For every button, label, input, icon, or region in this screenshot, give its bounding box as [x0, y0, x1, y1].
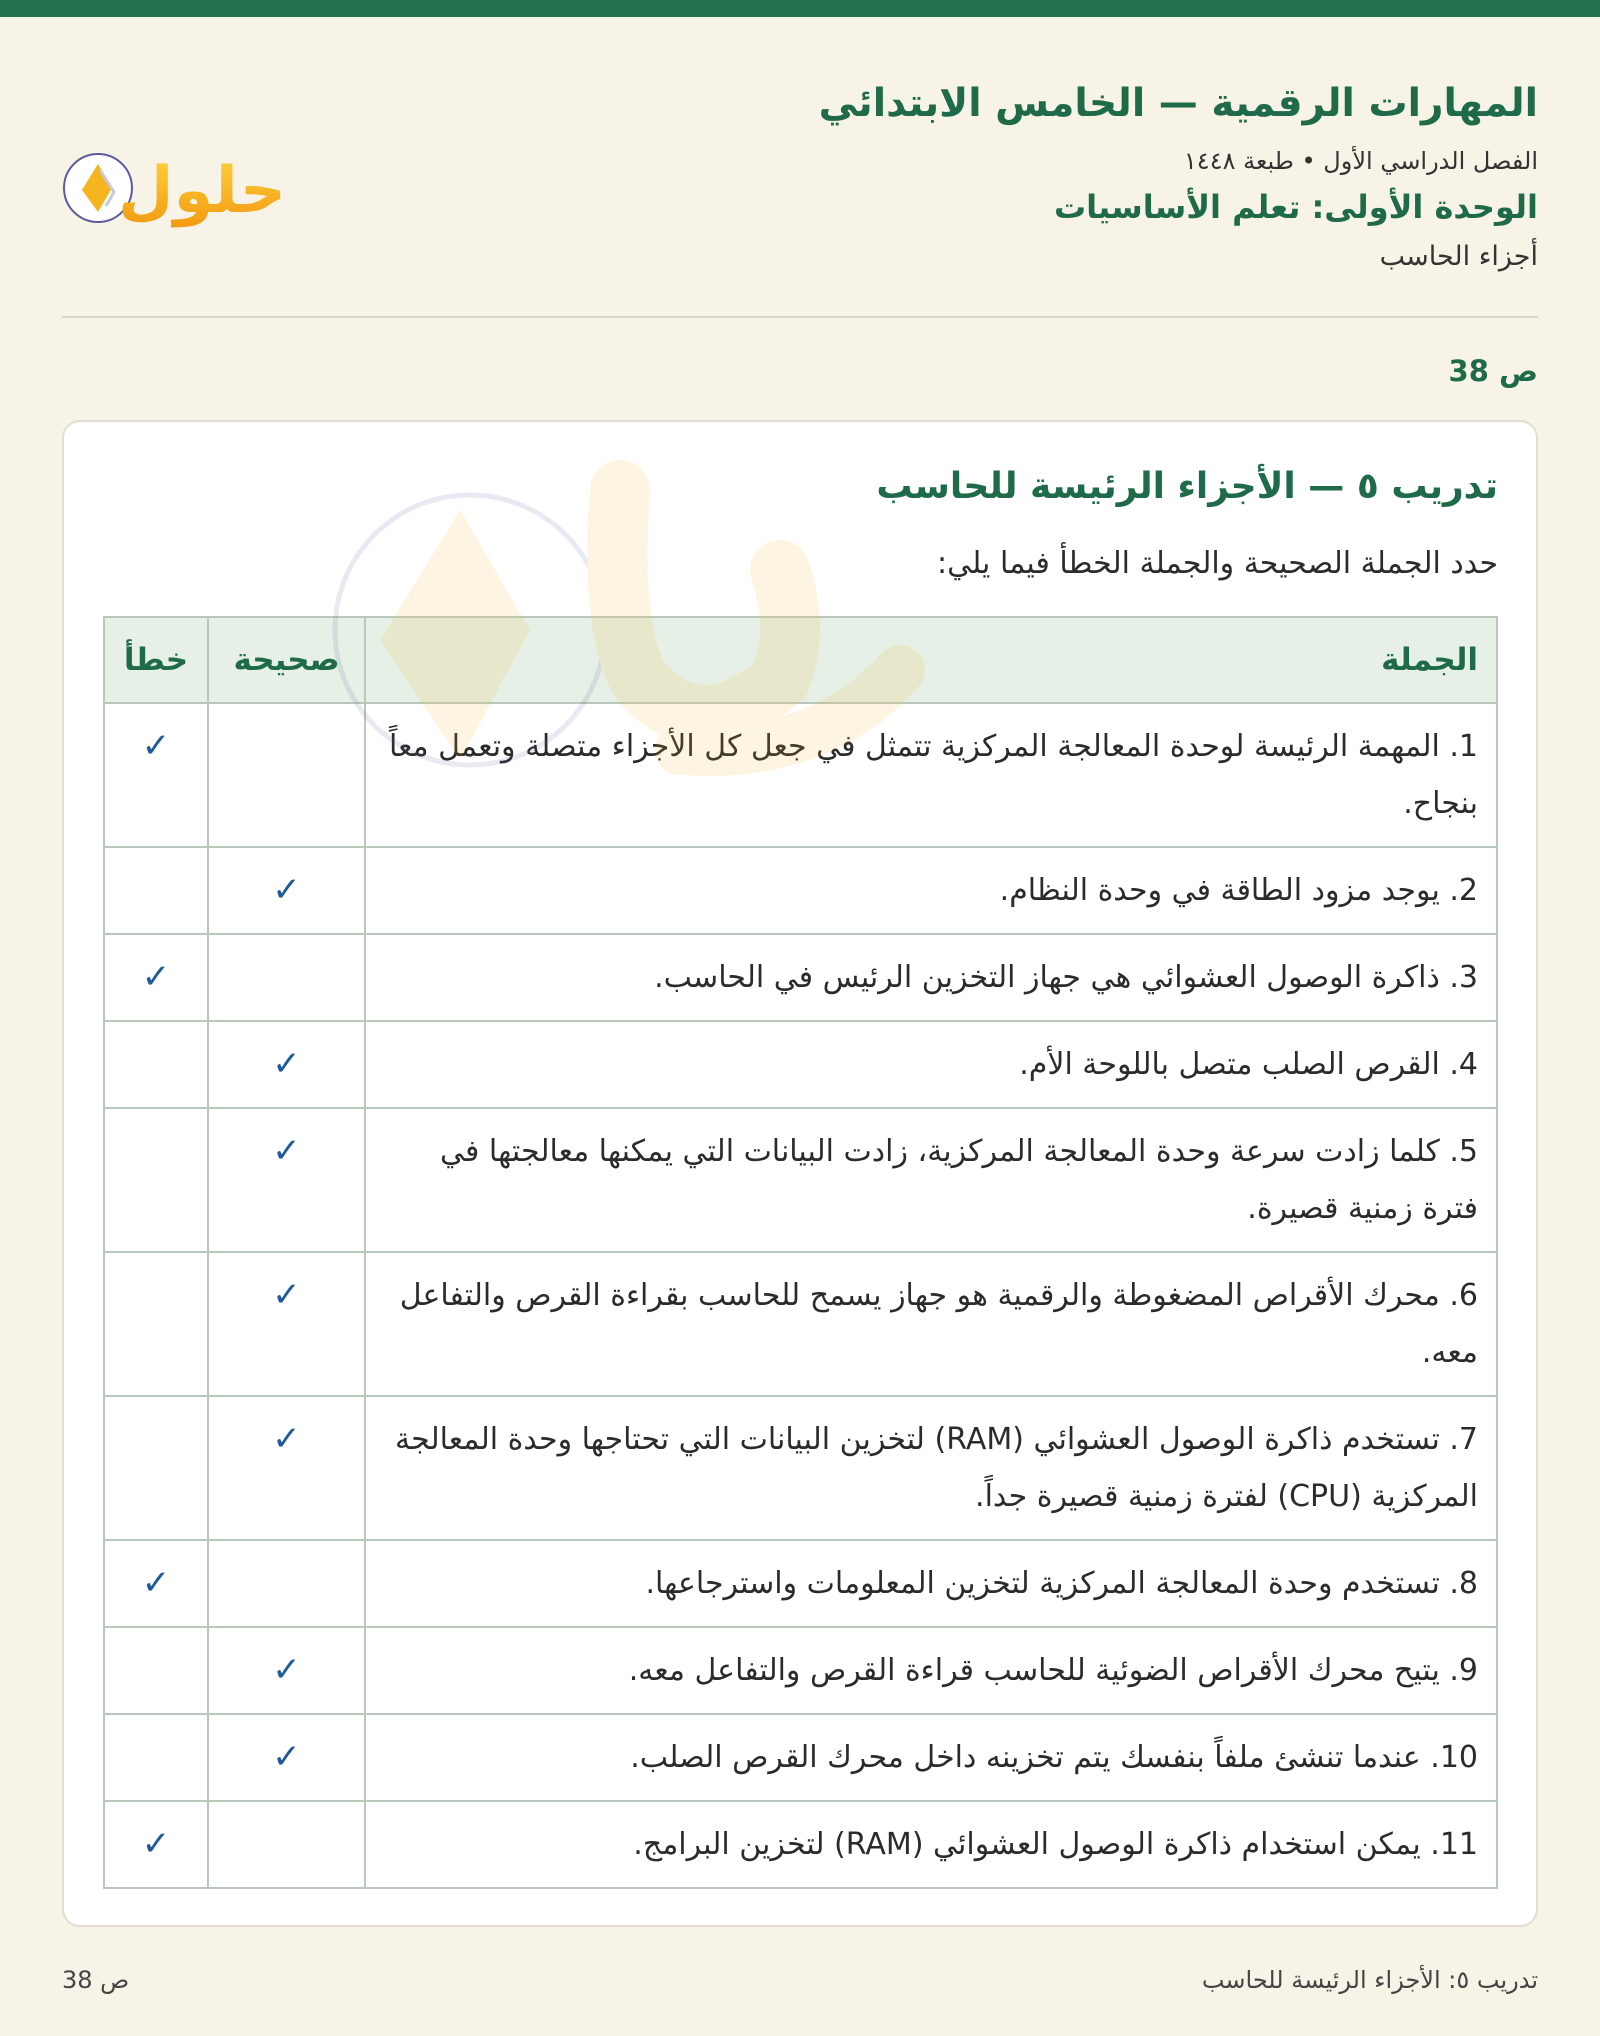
- statement-cell: 10. عندما تنشئ ملفاً بنفسك يتم تخزينه داخل محرك القرص الصلب.: [365, 1714, 1497, 1801]
- wrong-mark-cell[interactable]: [104, 1252, 208, 1396]
- wrong-mark-cell[interactable]: [104, 934, 208, 1021]
- check-icon: ✓: [272, 1650, 301, 1690]
- statement-cell: 11. يمكن استخدام ذاكرة الوصول العشوائي (RAM) لتخزين البرامج.: [365, 1801, 1497, 1888]
- wrong-mark-cell[interactable]: [104, 847, 208, 934]
- svg-text:حلول: حلول: [118, 154, 286, 228]
- check-icon: ✓: [141, 957, 171, 997]
- correct-mark-cell[interactable]: [208, 847, 365, 934]
- wrong-mark-cell[interactable]: [104, 1021, 208, 1108]
- statement-cell: 4. القرص الصلب متصل باللوحة الأم.: [365, 1021, 1497, 1108]
- correct-mark-cell[interactable]: [208, 703, 365, 847]
- wrong-mark-cell[interactable]: [104, 1396, 208, 1540]
- true-false-table: [103, 616, 1498, 1889]
- table-row: [104, 703, 1497, 847]
- check-icon: ✓: [141, 726, 171, 766]
- correct-mark-cell[interactable]: [208, 1108, 365, 1252]
- statement-cell: 5. كلما زادت سرعة وحدة المعالجة المركزية، زادت البيانات التي يمكنها معالجتها في فترة زمنية قصيرة.: [365, 1108, 1497, 1252]
- check-icon: ✓: [141, 1824, 171, 1864]
- page-reference: ص 38: [1448, 354, 1538, 388]
- statement-cell: 6. محرك الأقراص المضغوطة والرقمية هو جهاز يسمح للحاسب بقراءة القرص والتفاعل معه.: [365, 1252, 1497, 1396]
- correct-mark-cell[interactable]: [208, 1540, 365, 1627]
- exercise-title: تدريب ٥ — الأجزاء الرئيسة للحاسب: [876, 466, 1498, 507]
- table-row: [104, 934, 1497, 1021]
- statement-cell: 7. تستخدم ذاكرة الوصول العشوائي (RAM) لتخزين البيانات التي تحتاجها وحدة المعالجة المركزية (CPU) لفترة زمنية قصيرة جداً.: [365, 1396, 1497, 1540]
- column-header-wrong: خطأ: [104, 617, 208, 703]
- statement-cell: 8. تستخدم وحدة المعالجة المركزية لتخزين المعلومات واسترجاعها.: [365, 1540, 1497, 1627]
- correct-mark-cell[interactable]: [208, 1627, 365, 1714]
- wrong-mark-cell[interactable]: [104, 1714, 208, 1801]
- check-icon: ✓: [272, 870, 301, 910]
- check-icon: ✓: [272, 1737, 301, 1777]
- top-accent-bar: [0, 0, 1600, 17]
- table-row: [104, 1801, 1497, 1888]
- table-body: [104, 703, 1497, 1888]
- column-header-statement: الجملة: [365, 617, 1497, 703]
- lesson-title: أجزاء الحاسب: [1379, 241, 1538, 272]
- footer-lesson-label: تدريب ٥: الأجزاء الرئيسة للحاسب: [1201, 1966, 1538, 1994]
- table-row: [104, 1714, 1497, 1801]
- correct-mark-cell[interactable]: [208, 1021, 365, 1108]
- table-row: [104, 1396, 1497, 1540]
- table-row: [104, 1540, 1497, 1627]
- exercise-instruction: حدد الجملة الصحيحة والجملة الخطأ فيما يلي:: [937, 546, 1498, 581]
- table-row: [104, 1021, 1497, 1108]
- statement-cell: 3. ذاكرة الوصول العشوائي هي جهاز التخزين الرئيس في الحاسب.: [365, 934, 1497, 1021]
- column-header-correct: صحيحة: [208, 617, 365, 703]
- wrong-mark-cell[interactable]: [104, 1540, 208, 1627]
- exercise-card: [62, 420, 1538, 1927]
- check-icon: ✓: [272, 1131, 301, 1171]
- correct-mark-cell[interactable]: [208, 1396, 365, 1540]
- table-row: [104, 1108, 1497, 1252]
- book-title: المهارات الرقمية — الخامس الابتدائي: [818, 81, 1538, 126]
- semester-label: الفصل الدراسي الأول • طبعة ١٤٤٨: [1183, 147, 1538, 175]
- table-header-row: [104, 617, 1497, 703]
- wrong-mark-cell[interactable]: [104, 703, 208, 847]
- correct-mark-cell[interactable]: [208, 1714, 365, 1801]
- table-row: [104, 1252, 1497, 1396]
- statement-cell: 2. يوجد مزود الطاقة في وحدة النظام.: [365, 847, 1497, 934]
- page-header: [62, 80, 1538, 320]
- wrong-mark-cell[interactable]: [104, 1108, 208, 1252]
- table-row: [104, 1627, 1497, 1714]
- check-icon: ✓: [272, 1419, 301, 1459]
- statement-cell: 1. المهمة الرئيسة لوحدة المعالجة المركزية تتمثل في جعل كل الأجزاء متصلة وتعمل معاً بنجاح.: [365, 703, 1497, 847]
- check-icon: ✓: [272, 1044, 301, 1084]
- correct-mark-cell[interactable]: [208, 1252, 365, 1396]
- wrong-mark-cell[interactable]: [104, 1627, 208, 1714]
- check-icon: ✓: [141, 1563, 171, 1603]
- header-divider: [62, 316, 1538, 318]
- unit-title: الوحدة الأولى: تعلم الأساسيات: [1054, 188, 1538, 226]
- check-icon: ✓: [272, 1275, 301, 1315]
- correct-mark-cell[interactable]: [208, 1801, 365, 1888]
- hulul-logo: [62, 130, 292, 240]
- header-text: [638, 80, 1538, 274]
- correct-mark-cell[interactable]: [208, 934, 365, 1021]
- footer-page-number: ص 38: [62, 1966, 130, 1994]
- statement-cell: 9. يتيح محرك الأقراص الضوئية للحاسب قراءة القرص والتفاعل معه.: [365, 1627, 1497, 1714]
- table-row: [104, 847, 1497, 934]
- wrong-mark-cell[interactable]: [104, 1801, 208, 1888]
